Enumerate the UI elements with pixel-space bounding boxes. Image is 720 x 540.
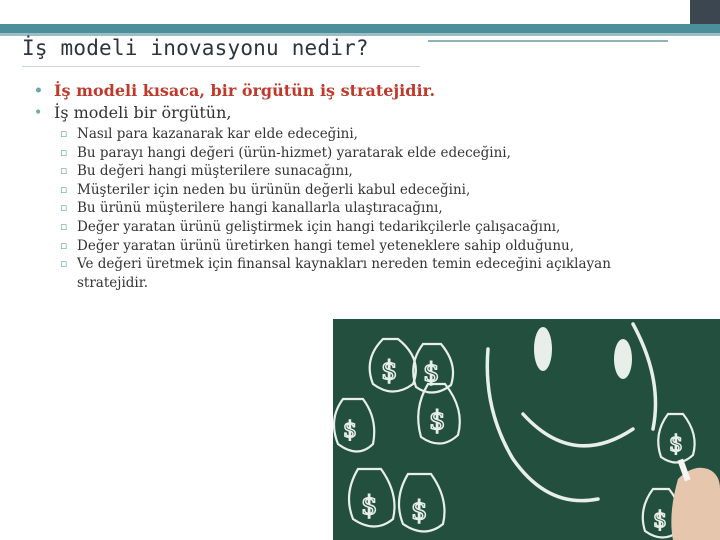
- header-teal-band: [0, 24, 720, 33]
- square-bullet-icon: ▫: [60, 145, 68, 159]
- slide-title: İş modeli inovasyonu nedir?: [22, 36, 369, 60]
- chalkboard-smiley-image: [333, 319, 720, 540]
- svg-text:$: $: [669, 432, 683, 457]
- square-bullet-icon: ▫: [60, 164, 68, 178]
- main-bullet-list: [34, 80, 435, 124]
- sub-bullet-item: [60, 144, 660, 163]
- svg-text:$: $: [361, 491, 378, 521]
- sub-bullet-text: Ve değeri üretmek için finansal kaynakları nereden temin edeceğini açıklayan stratejidir.: [77, 256, 611, 291]
- svg-text:$: $: [653, 508, 667, 533]
- sub-bullet-item: [60, 255, 660, 292]
- square-bullet-icon: ▫: [60, 182, 68, 196]
- square-bullet-icon: ▫: [60, 257, 68, 271]
- chalkboard-drawing: [333, 319, 720, 540]
- sub-bullet-text: Değer yaratan ürünü geliştirmek için hangi tedarikçilerle çalışacağını,: [77, 218, 561, 235]
- sub-bullet-text: Bu ürünü müşterilere hangi kanallarla ulaştıracağını,: [77, 200, 443, 217]
- bullet-item: [34, 80, 435, 102]
- header-corner-block: [690, 0, 720, 24]
- square-bullet-icon: ▫: [60, 238, 68, 252]
- sub-bullet-text: Nasıl para kazanarak kar elde edeceğini,: [77, 126, 358, 142]
- bullet-dot-icon: •: [34, 105, 43, 121]
- svg-text:$: $: [429, 406, 446, 436]
- square-bullet-icon: ▫: [60, 201, 68, 215]
- bullet-text: İş modeli kısaca, bir örgütün iş stratejidir.: [54, 81, 436, 100]
- header-top-strip: [0, 0, 720, 24]
- sub-bullet-text: Müşteriler için neden bu ürünün değerli kabul edeceğini,: [77, 181, 471, 198]
- svg-text:$: $: [381, 356, 398, 386]
- sub-bullet-item: [60, 162, 660, 181]
- sub-bullet-text: Bu değeri hangi müşterilere sunacağını,: [77, 163, 353, 180]
- square-bullet-icon: ▫: [60, 219, 68, 233]
- bullet-item: [34, 102, 435, 124]
- bullet-text: İş modeli bir örgütün,: [54, 103, 232, 122]
- title-underline: [22, 66, 420, 67]
- svg-text:$: $: [411, 496, 428, 526]
- svg-text:$: $: [423, 358, 440, 388]
- sub-bullet-item: [60, 199, 660, 218]
- title-side-rule: [428, 40, 668, 42]
- bullet-dot-icon: •: [34, 83, 43, 99]
- sub-bullet-item: [60, 218, 660, 237]
- svg-text:$: $: [343, 418, 357, 443]
- sub-bullet-text: Değer yaratan ürünü üretirken hangi temel yeteneklere sahip olduğunu,: [77, 237, 574, 254]
- sub-bullet-item: [60, 237, 660, 256]
- sub-bullet-item: [60, 125, 660, 144]
- sub-bullet-text: Bu parayı hangi değeri (ürün-hizmet) yaratarak elde edeceğini,: [77, 144, 511, 161]
- sub-bullet-list: [60, 125, 660, 292]
- square-bullet-icon: ▫: [60, 127, 68, 140]
- sub-bullet-item: [60, 181, 660, 200]
- slide-header-bar: [0, 0, 720, 40]
